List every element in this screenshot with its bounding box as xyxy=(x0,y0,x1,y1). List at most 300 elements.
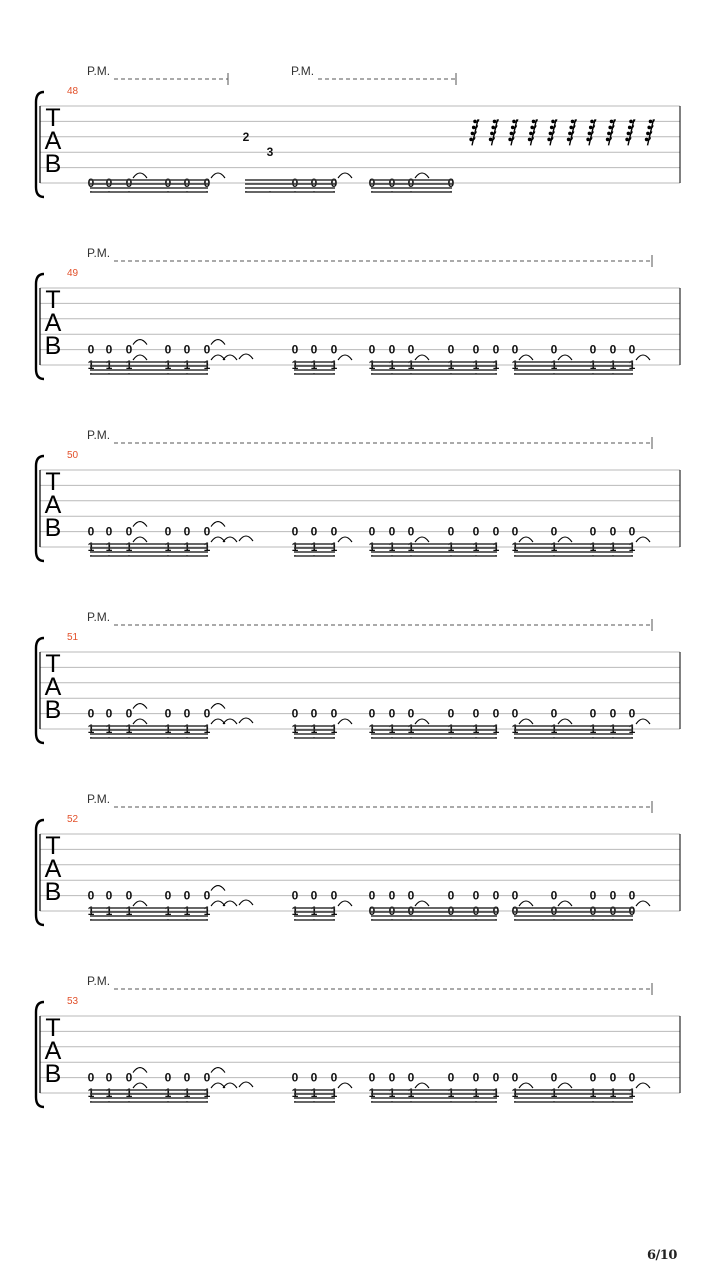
measure-number: 48 xyxy=(67,86,79,97)
fret-number: 0 xyxy=(203,706,211,721)
fret-number: 0 xyxy=(511,342,519,357)
tie-arc xyxy=(636,719,650,724)
fret-number: 3 xyxy=(266,145,274,160)
tie-arc xyxy=(239,718,253,723)
fret-number: 1 xyxy=(105,358,113,372)
fret-number: 1 xyxy=(87,722,95,736)
fret-number: 1 xyxy=(609,722,617,736)
fret-number: 0 xyxy=(368,888,376,903)
fret-number: 0 xyxy=(609,342,617,357)
rest-flag-dot xyxy=(569,126,573,130)
tie-arc xyxy=(133,537,147,542)
fret-number: 1 xyxy=(203,722,211,736)
fret-number: 0 xyxy=(511,888,519,903)
fret-number: 0 xyxy=(125,1070,133,1085)
fret-number: 1 xyxy=(183,540,191,554)
tie-arc xyxy=(636,1083,650,1088)
fret-number: 0 xyxy=(164,176,172,190)
fret-number: 0 xyxy=(492,524,500,539)
fret-number: 0 xyxy=(87,176,95,190)
fret-number: 0 xyxy=(125,706,133,721)
fret-number: 0 xyxy=(550,904,558,918)
rest-flag-dot xyxy=(589,126,593,130)
fret-number: 0 xyxy=(511,1070,519,1085)
fret-number: 1 xyxy=(492,540,500,554)
fret-number: 0 xyxy=(628,342,636,357)
fret-number: 1 xyxy=(492,358,500,372)
tie-arc xyxy=(338,1083,352,1088)
fret-number: 1 xyxy=(368,358,376,372)
fret-number: 0 xyxy=(388,706,396,721)
fret-number: 1 xyxy=(407,722,415,736)
staff-system xyxy=(36,64,680,197)
fret-number: 0 xyxy=(291,888,299,903)
fret-number: 0 xyxy=(105,888,113,903)
fret-number: 0 xyxy=(310,706,318,721)
tie-arc xyxy=(133,901,147,906)
fret-number: 0 xyxy=(310,1070,318,1085)
fret-number: 0 xyxy=(609,706,617,721)
fret-number: 0 xyxy=(164,342,172,357)
fret-number: 0 xyxy=(550,524,558,539)
fret-number: 0 xyxy=(472,888,480,903)
fret-number: 0 xyxy=(87,1070,95,1085)
fret-number: 0 xyxy=(87,524,95,539)
tie-arc xyxy=(558,355,572,360)
fret-number: 0 xyxy=(589,706,597,721)
fret-number: 1 xyxy=(203,358,211,372)
fret-number: 1 xyxy=(310,1086,318,1100)
fret-number: 1 xyxy=(183,904,191,918)
fret-number: 1 xyxy=(550,540,558,554)
fret-number: 1 xyxy=(447,540,455,554)
note-group xyxy=(369,525,500,556)
fret-number: 1 xyxy=(609,540,617,554)
rest-flag-dot xyxy=(550,126,554,130)
fret-number: 0 xyxy=(472,904,480,918)
fret-number: 0 xyxy=(310,176,318,190)
fret-number: 1 xyxy=(105,904,113,918)
rest-flag-dot xyxy=(590,120,594,124)
note-group xyxy=(512,525,650,556)
fret-number: 0 xyxy=(447,706,455,721)
palm-mute-label: P.M. xyxy=(87,610,111,624)
note-group xyxy=(88,1068,253,1102)
fret-number: 0 xyxy=(407,904,415,918)
fret-number: 0 xyxy=(407,524,415,539)
rest-flag-dot xyxy=(491,126,495,130)
fret-number: 1 xyxy=(492,1086,500,1100)
tie-arc xyxy=(519,901,533,906)
fret-number: 0 xyxy=(183,888,191,903)
fret-number: 0 xyxy=(330,524,338,539)
fret-number: 0 xyxy=(164,888,172,903)
palm-mute-label: P.M. xyxy=(87,974,111,988)
tab-clef-letter: B xyxy=(44,150,62,178)
fret-number: 0 xyxy=(203,342,211,357)
fret-number: 1 xyxy=(589,722,597,736)
rest-flag-dot xyxy=(629,120,633,124)
tab-clef-letter: A xyxy=(44,127,62,155)
tie-arc xyxy=(558,537,572,542)
fret-number: 1 xyxy=(330,904,338,918)
fret-number: 1 xyxy=(125,722,133,736)
tie-arc xyxy=(133,340,147,345)
fret-number: 0 xyxy=(492,1070,500,1085)
note-group xyxy=(512,889,650,920)
fret-number: 0 xyxy=(388,888,396,903)
tab-clef-letter: B xyxy=(44,514,62,542)
rest-flag-dot xyxy=(608,126,612,130)
tie-arc xyxy=(636,537,650,542)
palm-mute-label: P.M. xyxy=(87,428,111,442)
fret-number: 0 xyxy=(330,888,338,903)
fret-number: 0 xyxy=(407,176,415,190)
tie-arc xyxy=(558,901,572,906)
fret-number: 1 xyxy=(310,904,318,918)
fret-number: 0 xyxy=(447,342,455,357)
fret-number: 0 xyxy=(330,342,338,357)
tie-arc xyxy=(133,1068,147,1073)
fret-number: 0 xyxy=(291,706,299,721)
fret-number: 1 xyxy=(472,540,480,554)
fret-number: 0 xyxy=(203,176,211,190)
fret-number: 0 xyxy=(447,888,455,903)
fret-number: 0 xyxy=(105,342,113,357)
rest-flag-dot xyxy=(530,126,534,130)
fret-number: 0 xyxy=(183,176,191,190)
fret-number: 0 xyxy=(511,706,519,721)
fret-number: 0 xyxy=(550,1070,558,1085)
tie-arc xyxy=(211,522,225,527)
tie-arc xyxy=(338,901,352,906)
fret-number: 0 xyxy=(589,888,597,903)
fret-number: 0 xyxy=(589,904,597,918)
fret-number: 1 xyxy=(291,358,299,372)
note-group xyxy=(88,522,253,556)
rest-flag-dot xyxy=(511,126,515,130)
tie-arc xyxy=(338,355,352,360)
note-group xyxy=(369,707,500,738)
fret-number: 0 xyxy=(628,888,636,903)
staff-system xyxy=(36,246,680,379)
tie-arc xyxy=(636,901,650,906)
rest-flag-dot xyxy=(571,120,575,124)
tie-arc xyxy=(415,719,429,724)
fret-number: 1 xyxy=(511,358,519,372)
fret-number: 0 xyxy=(388,524,396,539)
tab-clef-letter: A xyxy=(44,855,62,883)
fret-number: 1 xyxy=(291,1086,299,1100)
fret-number: 0 xyxy=(164,1070,172,1085)
fret-number: 1 xyxy=(105,540,113,554)
note-group xyxy=(292,1071,352,1102)
fret-number: 0 xyxy=(407,706,415,721)
fret-number: 1 xyxy=(291,540,299,554)
tie-arc xyxy=(211,886,225,891)
tab-clef-letter: A xyxy=(44,1037,62,1065)
fret-number: 1 xyxy=(447,722,455,736)
fret-number: 0 xyxy=(388,342,396,357)
fret-number: 0 xyxy=(628,904,636,918)
fret-number: 1 xyxy=(628,540,636,554)
tie-arc xyxy=(519,355,533,360)
tab-clef-letter: B xyxy=(44,332,62,360)
tie-arc xyxy=(558,1083,572,1088)
fret-number: 0 xyxy=(589,1070,597,1085)
tab-clef-letter: T xyxy=(45,1014,61,1042)
fret-number: 0 xyxy=(609,904,617,918)
fret-number: 0 xyxy=(492,888,500,903)
tie-arc xyxy=(636,355,650,360)
note-group xyxy=(512,707,650,738)
fret-number: 0 xyxy=(368,176,376,190)
fret-number: 1 xyxy=(87,358,95,372)
fret-number: 1 xyxy=(550,358,558,372)
fret-number: 0 xyxy=(291,524,299,539)
fret-number: 0 xyxy=(310,342,318,357)
fret-number: 0 xyxy=(550,888,558,903)
fret-number: 0 xyxy=(447,1070,455,1085)
tie-arc xyxy=(519,537,533,542)
rest-flag-dot xyxy=(532,120,536,124)
fret-number: 0 xyxy=(105,1070,113,1085)
fret-number: 0 xyxy=(628,1070,636,1085)
fret-number: 0 xyxy=(105,706,113,721)
tie-arc xyxy=(239,1082,253,1087)
fret-number: 0 xyxy=(330,176,338,190)
fret-number: 0 xyxy=(550,342,558,357)
tie-arc xyxy=(519,1083,533,1088)
tie-arc xyxy=(415,537,429,542)
fret-number: 1 xyxy=(310,540,318,554)
note-group xyxy=(512,343,650,374)
fret-number: 1 xyxy=(589,1086,597,1100)
fret-number: 0 xyxy=(407,1070,415,1085)
fret-number: 1 xyxy=(628,1086,636,1100)
tab-clef-letter: B xyxy=(44,1060,62,1088)
fret-number: 1 xyxy=(310,722,318,736)
tie-arc xyxy=(211,173,225,178)
fret-number: 0 xyxy=(609,524,617,539)
fret-number: 1 xyxy=(330,722,338,736)
fret-number: 1 xyxy=(472,722,480,736)
rest-flag-dot xyxy=(493,120,497,124)
tab-clef-letter: T xyxy=(45,104,61,132)
fret-number: 1 xyxy=(388,722,396,736)
tie-arc xyxy=(415,901,429,906)
rest-flag-dot xyxy=(647,126,651,130)
fret-number: 1 xyxy=(125,1086,133,1100)
fret-number: 0 xyxy=(447,904,455,918)
fret-number: 0 xyxy=(511,524,519,539)
fret-number: 1 xyxy=(511,1086,519,1100)
palm-mute-label: P.M. xyxy=(291,64,315,78)
fret-number: 0 xyxy=(447,176,455,190)
fret-number: 0 xyxy=(183,342,191,357)
rest-flag-dot xyxy=(472,126,476,130)
fret-number: 0 xyxy=(87,888,95,903)
fret-number: 0 xyxy=(628,706,636,721)
rest-flag-dot xyxy=(628,126,632,130)
fret-number: 1 xyxy=(550,1086,558,1100)
fret-number: 0 xyxy=(125,176,133,190)
tab-clef-letter: B xyxy=(44,878,62,906)
fret-number: 1 xyxy=(164,358,172,372)
fret-number: 0 xyxy=(164,524,172,539)
fret-number: 0 xyxy=(589,342,597,357)
tie-arc xyxy=(211,704,225,709)
tie-arc xyxy=(133,719,147,724)
fret-number: 1 xyxy=(368,722,376,736)
fret-number: 1 xyxy=(589,540,597,554)
fret-number: 1 xyxy=(609,1086,617,1100)
fret-number: 1 xyxy=(472,1086,480,1100)
tab-clef-letter: T xyxy=(45,468,61,496)
rest-flag-dot xyxy=(473,120,477,124)
fret-number: 1 xyxy=(368,1086,376,1100)
rest-flag-dot xyxy=(649,120,653,124)
fret-number: 1 xyxy=(183,358,191,372)
fret-number: 0 xyxy=(589,524,597,539)
staff-system xyxy=(36,610,680,743)
fret-number: 0 xyxy=(183,524,191,539)
fret-number: 0 xyxy=(511,904,519,918)
fret-number: 1 xyxy=(87,540,95,554)
tab-clef-letter: A xyxy=(44,309,62,337)
fret-number: 0 xyxy=(368,904,376,918)
tab-clef-letter: T xyxy=(45,832,61,860)
fret-number: 0 xyxy=(407,342,415,357)
fret-number: 1 xyxy=(388,540,396,554)
tie-arc xyxy=(239,536,253,541)
tie-arc xyxy=(133,355,147,360)
page-number: 6/10 xyxy=(647,1248,677,1263)
note-group xyxy=(292,889,352,920)
fret-number: 1 xyxy=(125,540,133,554)
fret-number: 1 xyxy=(330,358,338,372)
fret-number: 1 xyxy=(125,904,133,918)
note-group xyxy=(292,707,352,738)
fret-number: 1 xyxy=(105,1086,113,1100)
fret-number: 1 xyxy=(388,358,396,372)
rest-flag-dot xyxy=(551,120,555,124)
tie-arc xyxy=(415,1083,429,1088)
fret-number: 1 xyxy=(330,1086,338,1100)
fret-number: 1 xyxy=(183,1086,191,1100)
measure-number: 52 xyxy=(67,814,79,825)
fret-number: 1 xyxy=(407,358,415,372)
fret-number: 1 xyxy=(368,540,376,554)
fret-number: 1 xyxy=(164,722,172,736)
fret-number: 1 xyxy=(628,722,636,736)
rest-group xyxy=(469,119,654,145)
fret-number: 0 xyxy=(447,524,455,539)
fret-number: 0 xyxy=(492,904,500,918)
note-group xyxy=(292,343,352,374)
note-group xyxy=(369,1071,500,1102)
fret-number: 1 xyxy=(511,540,519,554)
tie-arc xyxy=(415,173,429,178)
palm-mute-label: P.M. xyxy=(87,792,111,806)
fret-number: 1 xyxy=(164,540,172,554)
fret-number: 0 xyxy=(125,524,133,539)
palm-mute-label: P.M. xyxy=(87,64,111,78)
rest-flag-dot xyxy=(610,120,614,124)
fret-number: 0 xyxy=(472,706,480,721)
staff-system xyxy=(36,428,680,561)
fret-number: 1 xyxy=(125,358,133,372)
fret-number: 0 xyxy=(164,706,172,721)
fret-number: 1 xyxy=(203,904,211,918)
fret-number: 0 xyxy=(368,706,376,721)
fret-number: 0 xyxy=(407,888,415,903)
fret-number: 0 xyxy=(492,706,500,721)
tie-arc xyxy=(338,173,352,178)
measure-number: 49 xyxy=(67,268,79,279)
tab-clef-letter: T xyxy=(45,286,61,314)
palm-mute-label: P.M. xyxy=(87,246,111,260)
fret-number: 0 xyxy=(183,1070,191,1085)
note-group xyxy=(88,704,253,738)
fret-number: 0 xyxy=(492,342,500,357)
fret-number: 1 xyxy=(164,1086,172,1100)
fret-number: 0 xyxy=(330,706,338,721)
fret-number: 2 xyxy=(242,129,250,144)
fret-number: 1 xyxy=(609,358,617,372)
fret-number: 1 xyxy=(492,722,500,736)
note-group xyxy=(369,889,500,920)
fret-number: 0 xyxy=(550,706,558,721)
fret-number: 1 xyxy=(164,904,172,918)
fret-number: 0 xyxy=(628,524,636,539)
tab-clef-letter: T xyxy=(45,650,61,678)
tie-arc xyxy=(415,355,429,360)
fret-number: 0 xyxy=(203,888,211,903)
tie-arc xyxy=(133,1083,147,1088)
fret-number: 0 xyxy=(291,342,299,357)
tie-arc xyxy=(239,900,253,905)
tie-arc xyxy=(338,719,352,724)
fret-number: 1 xyxy=(407,540,415,554)
fret-number: 0 xyxy=(105,176,113,190)
fret-number: 0 xyxy=(291,176,299,190)
fret-number: 1 xyxy=(407,1086,415,1100)
tie-arc xyxy=(338,537,352,542)
tie-arc xyxy=(558,719,572,724)
fret-number: 1 xyxy=(183,722,191,736)
tie-arc xyxy=(133,522,147,527)
staff-system xyxy=(36,792,680,925)
tie-arc xyxy=(239,354,253,359)
measure-number: 51 xyxy=(67,632,79,643)
fret-number: 0 xyxy=(368,524,376,539)
fret-number: 0 xyxy=(125,342,133,357)
note-group xyxy=(369,343,500,374)
fret-number: 1 xyxy=(291,904,299,918)
fret-number: 1 xyxy=(589,358,597,372)
fret-number: 1 xyxy=(511,722,519,736)
tab-clef-letter: A xyxy=(44,491,62,519)
note-group xyxy=(88,340,253,374)
staff-system xyxy=(36,974,680,1107)
fret-number: 1 xyxy=(330,540,338,554)
tie-arc xyxy=(211,1068,225,1073)
tab-clef-letter: A xyxy=(44,673,62,701)
tie-arc xyxy=(133,173,147,178)
note-group xyxy=(292,525,352,556)
fret-number: 0 xyxy=(183,706,191,721)
